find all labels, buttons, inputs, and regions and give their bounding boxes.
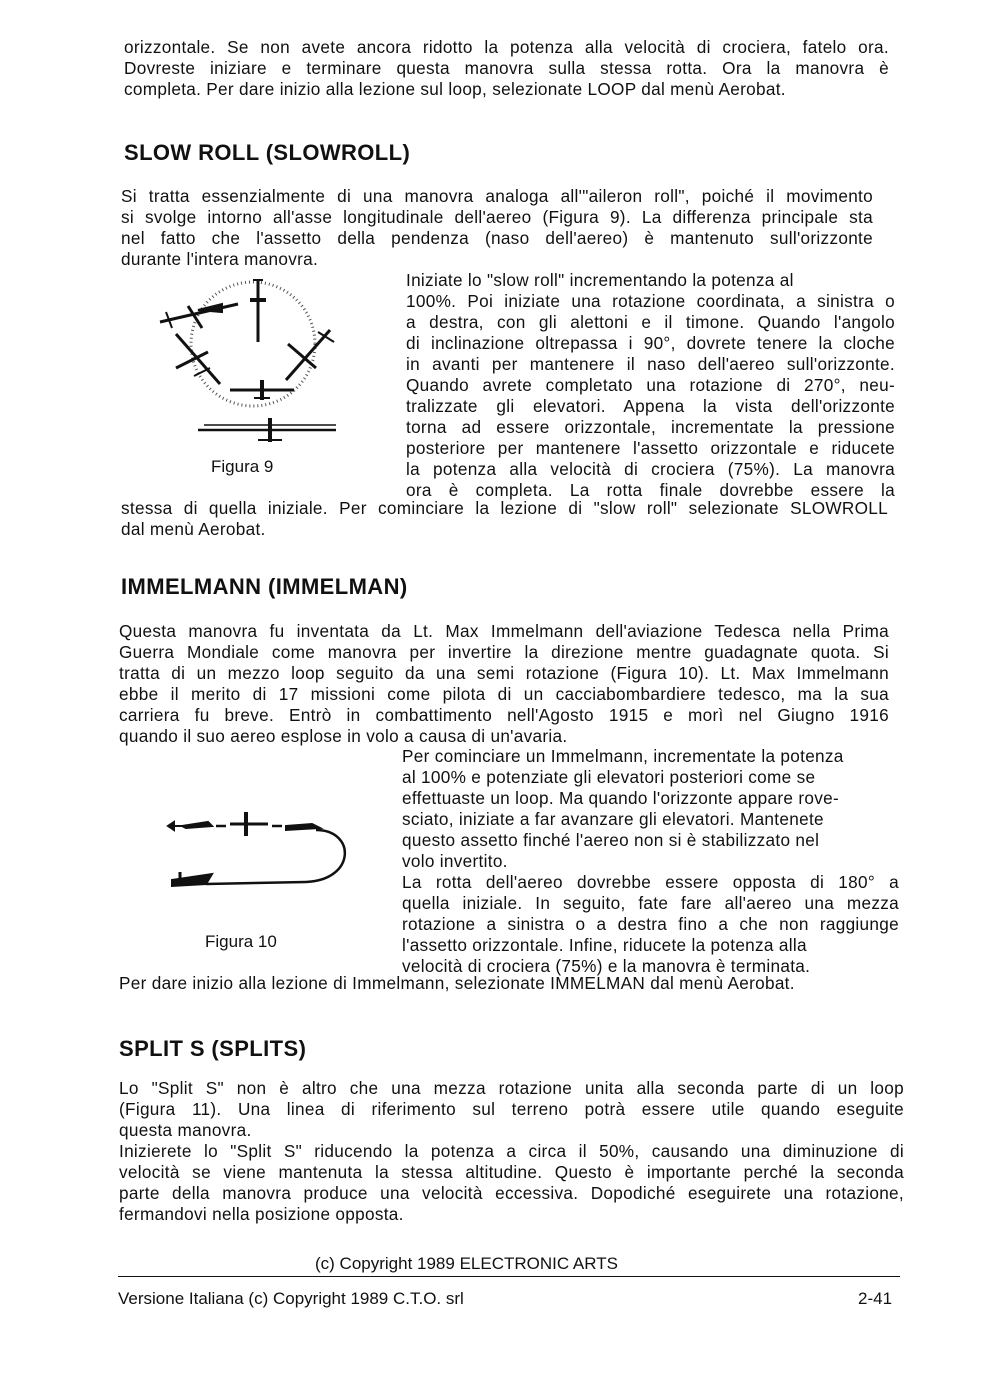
- slowroll-tail-paragraph: [121, 498, 888, 540]
- text-line: quella iniziale. In seguito, fate fare all'aereo una mezza: [402, 893, 899, 913]
- text-line: Lo "Split S" non è altro che una mezza rotazione unita alla seconda parte di un loop: [119, 1078, 904, 1098]
- figure-10-illustration: [166, 806, 352, 896]
- text-line: tralizzate gli elevatori. Appena la vista dell'orizzonte: [406, 396, 895, 416]
- text-line: velocità se viene mantenuta la stessa altitudine. Questo è importante perché la seconda: [119, 1162, 904, 1182]
- text-line: questa manovra.: [119, 1120, 252, 1140]
- text-line: (Figura 11). Una linea di riferimento sul terreno potrà essere utile quando eseguite: [119, 1099, 904, 1119]
- text-line: sciato, iniziate a far avanzare gli elevatori. Mantenete: [402, 809, 824, 829]
- text-line: si svolge intorno all'asse longitudinale dell'aereo (Figura 9). La differenza principale sta: [121, 207, 873, 227]
- immelmann-side-paragraph: [402, 746, 899, 977]
- copyright-notice: (c) Copyright 1989 ELECTRONIC ARTS: [315, 1254, 618, 1273]
- text-line: velocità di crociera (75%) e la manovra è terminata.: [402, 956, 811, 976]
- text-line: al 100% e potenziate gli elevatori posteriori come se: [402, 767, 816, 787]
- text-line: durante l'intera manovra.: [121, 249, 319, 269]
- text-line: Guerra Mondiale come manovra per invertire la direzione mentre guadagnate quota. Si: [119, 642, 889, 662]
- text-line: quando il suo aereo esplose in volo a causa di un'avaria.: [119, 726, 568, 746]
- text-line: ora è completa. La rotta finale dovrebbe essere la: [406, 480, 895, 500]
- text-line: La rotta dell'aereo dovrebbe essere opposta di 180° a: [402, 872, 899, 892]
- slowroll-paragraph: [121, 186, 873, 270]
- figure-9-illustration: [158, 272, 346, 452]
- text-line: posteriore per mantenere l'assetto orizzontale e riducete: [406, 438, 895, 458]
- text-line: rotazione a sinistra o a destra fino a che non raggiunge: [402, 914, 899, 934]
- page-number: 2-41: [858, 1289, 893, 1308]
- text-line: di inclinazione oltrepassa i 90°, dovrete tenere la cloche: [406, 333, 895, 353]
- plane-banked-icon: [176, 334, 220, 384]
- text-line: ebbe il merito di 17 missioni come pilota di un cacciabombardiere tedesco, ma la sua: [119, 684, 889, 704]
- splits-paragraph: [119, 1078, 904, 1225]
- intro-paragraph: [124, 37, 889, 100]
- text-line: Quando avrete completato una rotazione di 270°, neu-: [406, 375, 895, 395]
- immelmann-tail-paragraph: [119, 973, 899, 994]
- section-heading-immelmann: IMMELMANN (IMMELMAN): [121, 574, 408, 599]
- text-line: orizzontale. Se non avete ancora ridotto la potenza alla velocità di crociera, fatelo ora.: [124, 37, 889, 57]
- text-line: carriera fu breve. Entrò in combattimento nell'Agosto 1915 e morì nel Giugno 1916: [119, 705, 889, 725]
- text-line: dal menù Aerobat.: [121, 519, 266, 539]
- text-line: Questa manovra fu inventata da Lt. Max Immelmann dell'aviazione Tedesca nella Prima: [119, 621, 889, 641]
- text-line: 100%. Poi iniziate una rotazione coordinata, a sinistra o: [406, 291, 895, 311]
- text-line: in avanti per mantenere il naso dell'aereo sull'orizzonte.: [406, 354, 895, 374]
- footer-left-text: Versione Italiana (c) Copyright 1989 C.T.O. srl: [118, 1289, 464, 1308]
- text-line: questo assetto finché l'aereo non si è stabilizzato nel: [402, 830, 820, 850]
- text-line: Dovreste iniziare e terminare questa manovra sulla stessa rotta. Ora la manovra è: [124, 58, 889, 78]
- text-line: tratta di un mezzo loop seguito da una semi rotazione (Figura 10). Lt. Max Immelmann: [119, 663, 889, 683]
- text-line: stessa di quella iniziale. Per cominciare la lezione di "slow roll" selezionate SLOWROLL: [121, 498, 888, 518]
- text-line: a destra, con gli alettoni e il timone. Quando l'angolo: [406, 312, 895, 332]
- text-line: Inizierete lo "Split S" riducendo la potenza a circa il 50%, causando una diminuzione di: [119, 1141, 904, 1161]
- text-line: fermandovi nella posizione opposta.: [119, 1204, 404, 1224]
- text-line: Per cominciare un Immelmann, incrementate la potenza: [402, 746, 844, 766]
- immelmann-paragraph: [119, 621, 889, 747]
- section-heading-slowroll: SLOW ROLL (SLOWROLL): [124, 140, 411, 165]
- text-line: Si tratta essenzialmente di una manovra analoga all'"aileron roll", poiché il movimento: [121, 186, 873, 206]
- section-heading-splits: SPLIT S (SPLITS): [119, 1036, 307, 1061]
- slowroll-side-paragraph: [406, 270, 895, 501]
- text-line: Per dare inizio alla lezione di Immelmann, selezionate IMMELMAN dal menù Aerobat.: [119, 973, 795, 993]
- text-line: effettuaste un loop. Ma quando l'orizzonte appare rove-: [402, 788, 840, 808]
- plane-level-icon: [198, 418, 336, 442]
- figure-9-caption: Figura 9: [211, 457, 274, 476]
- text-line: torna ad essere orizzontale, incrementate la pressione: [406, 417, 895, 437]
- plane-vertical-icon: [250, 280, 266, 342]
- text-line: l'assetto orizzontale. Infine, riducete la potenza alla: [402, 935, 807, 955]
- text-line: volo invertito.: [402, 851, 508, 871]
- text-line: completa. Per dare inizio alla lezione sul loop, selezionate LOOP dal menù Aerobat.: [124, 79, 786, 99]
- text-line: nel fatto che l'assetto della pendenza (naso dell'aereo) è mantenuto sull'orizzonte: [121, 228, 873, 248]
- text-line: la potenza alla velocità di crociera (75%). La manovra: [406, 459, 895, 479]
- text-line: parte della manovra produce una velocità eccessiva. Dopodiché eseguirete una rotazione,: [119, 1183, 904, 1203]
- plane-banked-icon: [286, 330, 334, 380]
- text-line: Iniziate lo "slow roll" incrementando la potenza al: [406, 270, 794, 290]
- footer-divider: [118, 1276, 900, 1277]
- figure-10-caption: Figura 10: [205, 932, 277, 951]
